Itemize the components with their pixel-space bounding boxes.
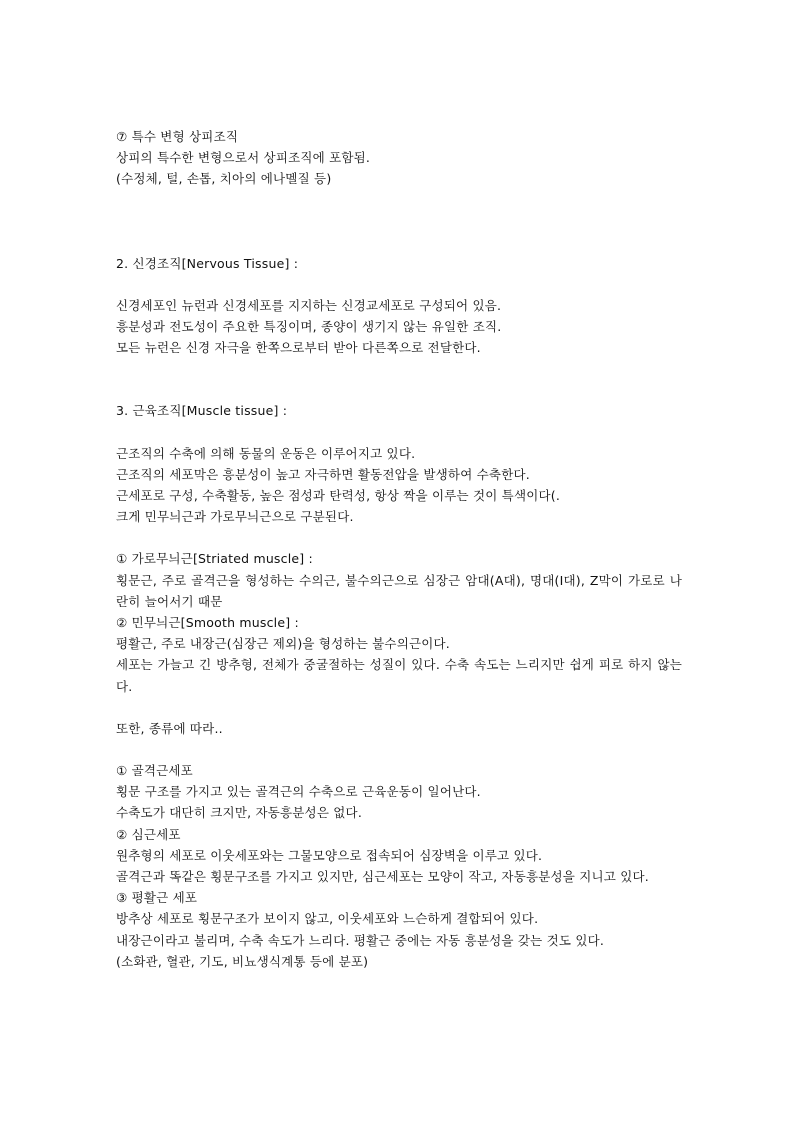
section7-line-1: 상피의 특수한 변형으로서 상피조직에 포함됨. [116, 150, 371, 166]
spacer [116, 527, 682, 548]
cardiac-line-1: 원추형의 세포로 이웃세포와는 그물모양으로 접속되어 심장벽을 이루고 있다. [116, 847, 543, 863]
nervous-line-1: 신경세포인 뉴런과 신경세포를 지지하는 신경교세포로 구성되어 있음. [116, 297, 502, 313]
cardiac-text: 골격근과 똑같은 횡문구조를 가지고 있지만, 심근세포는 모양이 작고, 자동흥분성을 지니고 있다. [116, 869, 649, 885]
striated-text: 횡문근, 주로 골격근을 형성하는 수의근, 불수의근으로 심장근 암대(A대), 명대(I대), Z막이 가로로 나란히 늘어서기 때문 [116, 572, 682, 609]
smooth-cell-line-3: (소화관, 혈관, 기도, 비뇨생식계통 등에 분포) [116, 953, 369, 969]
spacer [116, 739, 682, 760]
muscle-line-1: 근조직의 수축에 의해 동물의 운동은 이루어지고 있다. [116, 445, 416, 461]
skeletal-line-1: 횡문 구조를 가지고 있는 골격근의 수축으로 근육운동이 일어난다. [116, 784, 481, 800]
skeletal-line-2: 수축도가 대단히 크지만, 자동흥분성은 없다. [116, 805, 362, 821]
muscle-heading: 3. 근육조직[Muscle tissue] : [116, 403, 288, 419]
also-text: 또한, 종류에 따라.. [116, 720, 223, 736]
nervous-heading: 2. 신경조직[Nervous Tissue] : [116, 255, 299, 271]
muscle-line-3: 근세포로 구성, 수축활동, 높은 점성과 탄력성, 항상 짝을 이루는 것이 특색이다(. [116, 488, 561, 504]
smooth-cell-heading: ③ 평활근 세포 [116, 890, 198, 906]
spacer [116, 697, 682, 718]
section7-line-2: (수정체, 털, 손톱, 치아의 에나멜질 등) [116, 171, 332, 187]
muscle-line-2: 근조직의 세포막은 흥분성이 높고 자극하면 활동전압을 발생하여 수축한다. [116, 466, 530, 482]
muscle-line-4: 크게 민무늬근과 가로무늬근으로 구분된다. [116, 509, 354, 525]
spacer [116, 274, 682, 295]
skeletal-heading: ① 골격근세포 [116, 763, 193, 779]
smooth-text: 세포는 가늘고 긴 방추형, 전체가 중굴절하는 성질이 있다. 수축 속도는 느리지만 쉽게 피로 하지 않는다. [116, 657, 682, 694]
smooth-heading: ② 민무늬근[Smooth muscle] : [116, 615, 299, 631]
nervous-line-2: 흥분성과 전도성이 주요한 특징이며, 종양이 생기지 않는 유일한 조직. [116, 319, 502, 335]
smooth-line-1: 평활근, 주로 내장근(심장근 제외)을 형성하는 불수의근이다. [116, 636, 450, 652]
smooth-cell-line-1: 방추상 세포로 횡문구조가 보이지 않고, 이웃세포와 느슨하게 결합되어 있다. [116, 911, 539, 927]
spacer [116, 358, 682, 400]
spacer [116, 422, 682, 443]
section7-heading: ⑦ 특수 변형 상피조직 [116, 129, 239, 144]
nervous-line-3: 모든 뉴런은 신경 자극을 한쪽으로부터 받아 다른쪽으로 전달한다. [116, 340, 481, 356]
smooth-cell-line-2: 내장근이라고 불리며, 수축 속도가 느리다. 평활근 중에는 자동 흥분성을 갖는 것도 있다. [116, 932, 605, 948]
cardiac-heading: ② 심근세포 [116, 826, 181, 842]
striated-heading: ① 가로무늬근[Striated muscle] : [116, 551, 313, 567]
document-body [116, 126, 682, 972]
spacer [116, 190, 682, 253]
